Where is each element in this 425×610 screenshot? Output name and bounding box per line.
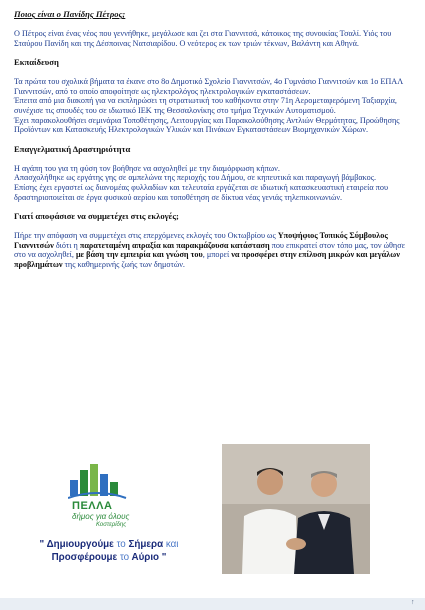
work-paragraph-1: Η αγάπη του για τη φύση τον βοήθησε να ασχοληθεί με την διαμόρφωση κήπων. [14,163,280,173]
logo-subtitle: δήμος για όλους [72,512,130,521]
why-paragraph [14,231,412,269]
pella-logo-icon [68,462,128,500]
campaign-footer [14,444,412,594]
intro-text: Ο Πέτρος είναι ένας νέος που γεννήθηκε, μεγάλωσε και ζει στα Γιαννιτσά, κάτοικος της συνοικίας Τσαλί. Υιός του Σταύρου Πανίδη και της Δέσποινας Νατσιαρίδου. Ο νεότερος εκ των τριών τέκνων, Βαλάντη και Αθηνά. [14,29,392,48]
slogan-close-quote: " [161,552,167,563]
why-text-3: που επικρατεί στον τόπο μας, τον ώθησε στο να ασχοληθεί, [14,240,406,260]
slogan-word-3: Σήμερα [128,539,164,550]
why-bold-4: να προσφέρει στην επίλυση μικρών και μεγάλων προβλημάτων [14,250,400,269]
why-text-1: Πήρε την απόφαση να συμμετέχει στις επερχόμενες εκλογές του Οκτωβρίου ως [14,231,278,241]
work-paragraph-3: Επίσης έχει εργαστεί ως διανομέας φυλλαδίων και τελευταία εργάζεται σε ιδιωτική κατασκευαστική εταιρεία που [14,182,389,192]
page-bottom-bar [0,598,425,610]
education-paragraph-3: Έχει παρακολουθήσει σεμινάρια Τοποθέτησης, Λειτουργίας και Παρακολούθησης Αντλιών Θερμότητας, Προώθησης Προϊόντων και Κατασκευής Ηλεκτρολογικών Υλικών και Πινάκων Εγκαταστάσεων Βιομηχανικών Χώρων. [14,115,400,135]
education-section [14,57,412,135]
why-bold-3: με βάση την εμπειρία και γνώση του [75,250,203,260]
slogan-word-1: Δημιουργούμε [46,539,114,550]
why-heading: Γιατί αποφάσισε να συμμετέχει στις εκλογές; [14,211,179,222]
education-paragraph-2: Έπειτα από μια διακοπή για να εκπληρώσει τη στρατιωτική του καθήκοντα στην 71η Αερομεταφερόμενη Ταξιαρχία, συνέχισε τις σπουδές του σε ιδιωτικό ΙΕΚ της Θεσσαλονίκης στο τμήμα Τεχνικών Αυτοματισμού. [14,96,397,115]
work-section [14,144,412,202]
slogan-open-quote: " [39,539,45,550]
education-paragraph-1: Τα πρώτα του σχολικά βήματα τα έκανε στο 8ο Δημοτικό Σχολείο Γιαννιτσών, 4ο Γυμνάσιο Γιαννιτσών και 1ο ΕΠΑΛ Γιαννιτσών, από το οποίο αποφοίτησε ως ηλεκτρολόγος ηλεκτρολογικών εγκαταστάσεων. [14,77,403,96]
why-text-5: της καθημερινής ζωής των δημοτών. [62,259,185,269]
why-text-4: , μπορεί [202,250,232,260]
work-heading: Επαγγελματική Δραστηριότητα [14,143,131,154]
slogan-word-5: Προσφέρουμε [51,552,118,563]
why-text-2: διότι η [53,240,80,250]
slogan-word-7: Αύριο [131,552,160,563]
slogan-word-6: το [119,552,130,563]
work-paragraph-4: δραστηριοποιείται σε έργα φυσικού αερίου και τοποθέτηση σε δίκτυα νέας γενιάς τηλεπικοινωνιών. [14,192,343,202]
intro-heading: Ποιος είναι ο Πανίδης Πέτρος; [14,9,126,19]
why-bold-2: παρατεταμένη απραξία και παρακμάζουσα κατάσταση [79,240,270,250]
education-heading: Εκπαίδευση [14,57,59,68]
slogan-word-4: και [165,539,179,550]
candidate-photo-image [222,444,370,574]
flyer-content [14,9,412,279]
logo-name: ΠΕΛΛΑ [72,500,113,512]
slogan-word-2: το [116,539,126,550]
why-section [14,211,412,269]
candidate-photo [222,444,370,574]
campaign-slogan [14,538,204,564]
work-paragraph-2: Απασχολήθηκε ως εργάτης γης σε αμπελώνα της περιοχής του Δήμου, σε κηπευτικά και παραγωγή βάμβακος. [14,173,377,183]
why-bold-1: Υποψήφιος Τοπικός Σύμβουλος Γιαννιτσών [14,231,388,250]
intro-section [14,9,412,48]
scroll-marker-icon: ↑ [411,599,415,606]
logo-person: Κοστερίδης [96,522,127,528]
